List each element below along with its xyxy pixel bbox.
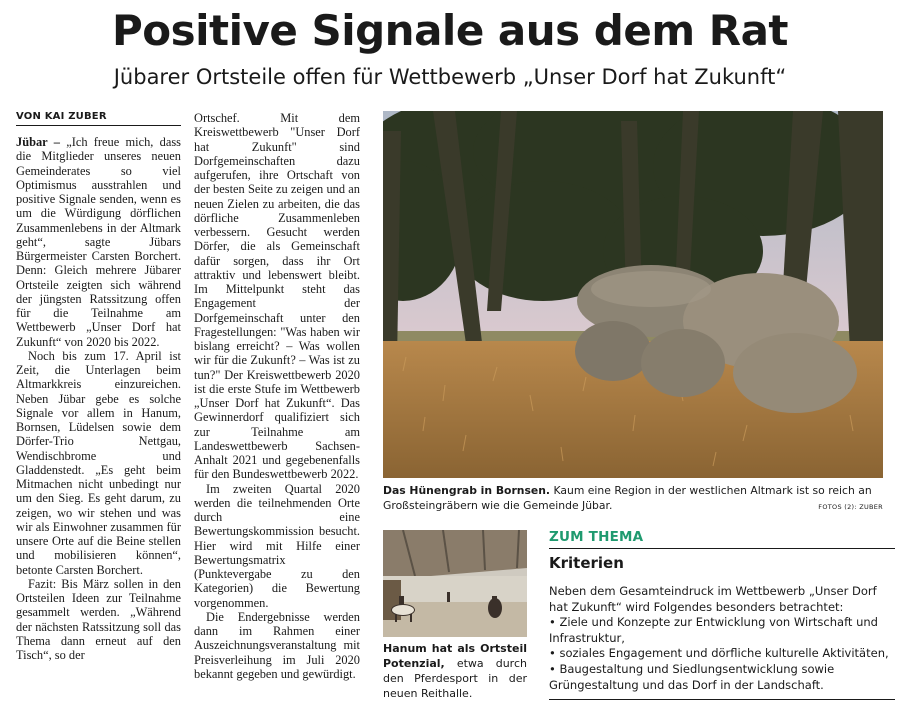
article-column-1 — [16, 135, 181, 662]
article-column-2 — [194, 111, 360, 681]
small-photo-caption — [383, 641, 527, 701]
caption-bold: Das Hünengrab in Bornsen. — [383, 484, 551, 497]
paragraph — [16, 135, 181, 349]
paragraph: Im zweiten Quartal 2020 werden die teilnehmenden Orte durch eine Bewertungskommission besucht. Hier wird mit Hilfe einer Bewertungsmatrix (Punktevergabe zu den Kategorien) die Bewertung vorgenommen. — [194, 481, 360, 610]
list-item: • soziales Engagement und dörfliche kulturelle Aktivitäten, — [549, 646, 895, 662]
list-item: • Ziele und Konzepte zur Entwicklung von Wirtschaft und Infrastruktur, — [549, 615, 895, 646]
caption-text: Kaum eine Region in der westlichen Altmark ist so reich an Großsteingräbern wie die Gemeinde Jübar. — [383, 484, 872, 512]
paragraph-text: „Ich freue mich, dass die Mitglieder unseres neuen Gemeinderates so viel Optimismus ausstrahlen und positive Signale senden, wenn es um die Würdigung dörflichen Zusammenlebens in der Altmark geht“, sagte Jübars Bürgermeister Carsten Borchert. Denn: Gleich mehrere Jübarer Ortsteile zeigten sich während der jüngsten Ratssitzung offen für die Teilnahme am Wettbewerb „Unser Dorf hat Zukunft“ von 2020 bis 2022. — [16, 135, 181, 349]
subheadline: Jübarer Ortsteile offen für Wettbewerb „Unser Dorf hat Zukunft“ — [113, 65, 787, 89]
caption-text: etwa durch den Pferdesport in der neuen Reithalle. — [383, 657, 527, 700]
dolmen-photo — [383, 111, 883, 478]
main-photo-caption — [383, 483, 883, 513]
paragraph: Die Endergebnisse werden dann im Rahmen einer Auszeichnungsveranstaltung mit Preisverleihung im Juli 2020 bekannt gegeben und gewürdigt. — [194, 609, 360, 681]
list-item: • Baugestaltung und Siedlungsentwicklung sowie Grüngestaltung und das Dorf in der Landschaft. — [549, 662, 895, 693]
sidebar-body — [549, 584, 895, 693]
headline: Positive Signale aus dem Rat — [111, 6, 788, 55]
caption-bold: Hanum hat als Ortsteil Potenzial, — [383, 642, 527, 670]
criteria-list — [549, 615, 895, 693]
sidebar-rule — [549, 699, 895, 700]
riding-hall-photo — [383, 530, 527, 637]
sidebar-title: Kriterien — [549, 554, 624, 572]
paragraph: Fazit: Bis März sollen in den Ortsteilen Ideen zur Teilnahme gesammelt werden. „Während der nächsten Ratssitzung soll das Thema dann erneut auf den Tisch“, so der — [16, 576, 181, 662]
paragraph: Ortschef. Mit dem Kreiswettbewerb "Unser Dorf hat Zukunft" sind Dorfgemeinschaften dazu aufgerufen, ihre Ortschaft von der besten Seite zu zeigen und an neuen Zielen zu arbeiten, die das dörfliche Zusammenleben verbessern. Gesucht werden Dörfer, die als Gemeinschaft dafür sorgen, dass ihr Ort attraktiv und lebenswert bleibt. Im Mittelpunkt steht das Engagement der Dorfgemeinschaft unter den Fragestellungen: "Was haben wir bislang erreicht? – Was wollen wir für die Zukunft? – Was ist zu tun?" Der Kreiswettbewerb 2020 ist die erste Stufe im Wettbewerb „Unser Dorf hat Zukunft“. Das Gewinnerdorf qualifiziert sich zur Teilnahme am Landeswettbewerb Sachsen-Anhalt 2021 und gegebenenfalls für den Bundeswettbewerb 2022. — [194, 111, 360, 482]
sidebar-label: ZUM THEMA — [549, 529, 895, 549]
photo-credit: FOTOS (2): ZUBER — [818, 503, 883, 511]
paragraph: Noch bis zum 17. April ist Zeit, die Unterlagen beim Altmarkkreis einzureichen. Neben Jübar gebe es solche Signale vor allem in Hanum, Bornsen, Lüdelsen sowie dem Dörfer-Trio Nettgau, Wendischbrome und Gladdenstedt. „Es geht beim Mitmachen nicht unbedingt nur um den Sieg. Es geht darum, zu zeigen, wo wir stehen und was wir als Einwohner zusammen für unsere Orte auf die Beine stellen und mobilisieren können“, betonte Carsten Borchert. — [16, 348, 181, 577]
sidebar-intro: Neben dem Gesamteindruck im Wettbewerb „Unser Dorf hat Zukunft“ wird Folgendes besonders betrachtet: — [549, 584, 877, 614]
byline: VON KAI ZUBER — [16, 111, 181, 126]
dateline: Jübar – — [16, 135, 60, 149]
